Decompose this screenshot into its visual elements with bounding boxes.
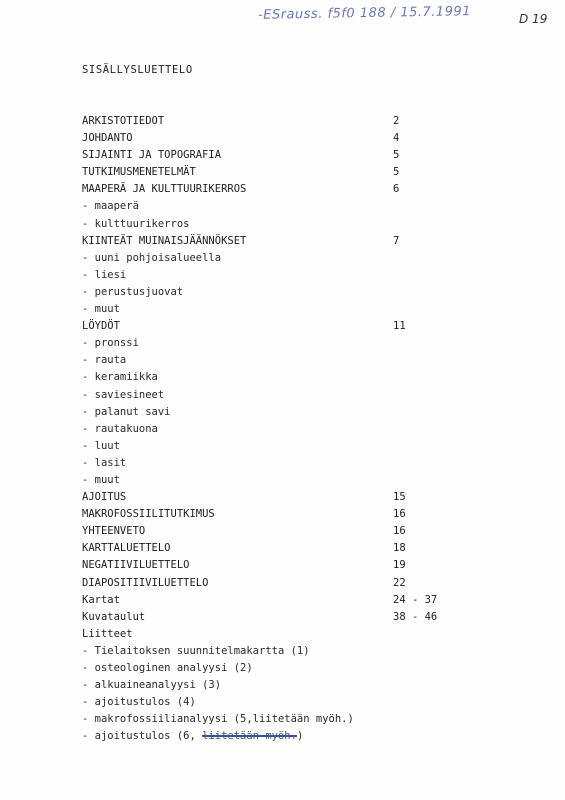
toc-label: TUTKIMUSMENETELMÄT — [82, 166, 196, 179]
toc-item — [82, 164, 482, 181]
toc-label: - uuni pohjoisalueella — [82, 251, 222, 264]
toc-label: SIJAINTI JA TOPOGRAFIA — [82, 149, 222, 162]
toc-label: - palanut savi — [82, 405, 171, 418]
toc-page-number: 6 — [393, 183, 400, 196]
toc-label: YHTEENVETO — [82, 525, 146, 538]
toc-item — [82, 557, 482, 574]
toc-label — [82, 728, 303, 745]
toc-label: - liesi — [82, 268, 127, 281]
toc-subitem — [82, 472, 482, 489]
toc-subitem — [82, 421, 482, 438]
toc-subitem — [82, 352, 482, 369]
toc-label: - kulttuurikerros — [82, 217, 190, 230]
toc-label-suffix: ) — [296, 730, 304, 743]
toc-label: - pronssi — [82, 337, 139, 350]
toc-label: JOHDANTO — [82, 132, 133, 145]
toc-label: - saviesineet — [82, 388, 165, 401]
toc-label: - keramiikka — [82, 371, 158, 384]
toc-item — [82, 147, 482, 164]
toc-item — [82, 506, 482, 523]
toc-page-number: 2 — [393, 115, 400, 127]
toc-subitem — [82, 301, 482, 318]
toc-page-number: 15 — [393, 491, 406, 504]
toc-item — [82, 575, 482, 592]
toc-page-number: 22 — [393, 576, 406, 589]
toc-subitem — [82, 677, 482, 694]
toc-item — [82, 489, 482, 506]
toc-page-number: 18 — [393, 542, 406, 555]
toc-item — [82, 540, 482, 557]
toc-subitem — [82, 335, 482, 352]
toc-subitem — [82, 216, 482, 233]
toc-subitem — [82, 438, 482, 455]
toc-label-prefix: - ajoitustulos (6, — [82, 730, 203, 743]
toc-page-number: 5 — [393, 149, 400, 162]
toc-label: - rautakuona — [82, 422, 158, 435]
page-title: SISÄLLYSLUETTELO — [82, 64, 193, 76]
toc-subitem — [82, 284, 482, 301]
toc-subitem — [82, 694, 482, 711]
toc-label: - muut — [82, 303, 120, 316]
toc-subitem — [82, 250, 482, 267]
toc-item — [82, 626, 482, 643]
toc-subitem — [82, 455, 482, 472]
toc-label: DIAPOSITIIVILUETTELO — [82, 576, 209, 589]
toc-item — [82, 592, 482, 609]
toc-subitem — [82, 404, 482, 421]
toc-label: Liitteet — [82, 627, 133, 640]
toc-label: LÖYDÖT — [82, 320, 120, 333]
toc-label: - ajoitustulos (4) — [82, 696, 196, 709]
handwritten-corner-mark: D 19 — [519, 12, 548, 26]
toc-item — [82, 318, 482, 335]
toc-page-number: 5 — [393, 166, 400, 179]
toc-label: - muut — [82, 473, 120, 486]
toc-subitem — [82, 369, 482, 386]
toc-item — [82, 181, 482, 198]
table-of-contents — [82, 113, 482, 745]
toc-label: AJOITUS — [82, 491, 127, 504]
toc-subitem — [82, 711, 482, 728]
struck-through-text: liitetään myöh. — [202, 730, 297, 743]
toc-page-number: 11 — [393, 320, 406, 333]
toc-label: - perustusjuovat — [82, 285, 184, 298]
toc-page-number: 7 — [393, 234, 400, 247]
toc-label: - maaperä — [82, 200, 139, 213]
toc-page-number: 24 - 37 — [393, 593, 438, 606]
toc-item — [82, 130, 482, 147]
toc-label: - rauta — [82, 354, 127, 367]
toc-item — [82, 233, 482, 250]
toc-subitem — [82, 728, 482, 745]
toc-subitem — [82, 387, 482, 404]
toc-label: - luut — [82, 439, 120, 452]
toc-label: KIINTEÄT MUINAISJÄÄNNÖKSET — [82, 234, 247, 247]
toc-subitem — [82, 643, 482, 660]
toc-page-number: 4 — [393, 132, 400, 145]
handwritten-archive-note: -ESrauss. f5f0 188 / 15.7.1991 — [257, 4, 472, 23]
toc-page-number: 38 - 46 — [393, 610, 438, 623]
toc-label: MAAPERÄ JA KULTTUURIKERROS — [82, 183, 247, 196]
toc-subitem — [82, 660, 482, 677]
toc-label: KARTTALUETTELO — [82, 542, 171, 555]
toc-label: - osteologinen analyysi (2) — [82, 662, 253, 674]
toc-page-number: 19 — [393, 559, 406, 572]
toc-label: - alkuaineanalyysi (3) — [82, 679, 222, 692]
toc-label: ARKISTOTIEDOT — [82, 115, 165, 127]
toc-label: - makrofossiilianalyysi (5,liitetään myöh.) — [82, 713, 354, 726]
toc-item — [82, 523, 482, 540]
toc-label: NEGATIIVILUETTELO — [82, 559, 190, 572]
toc-item — [82, 113, 482, 130]
toc-subitem — [82, 198, 482, 215]
toc-page-number: 16 — [393, 508, 406, 521]
toc-page-number: 16 — [393, 525, 406, 538]
toc-label: Kartat — [82, 593, 120, 606]
toc-label: - Tielaitoksen suunnitelmakartta (1) — [82, 644, 310, 657]
toc-item — [82, 609, 482, 626]
toc-label: MAKROFOSSIILITUTKIMUS — [82, 508, 215, 521]
toc-subitem — [82, 267, 482, 284]
toc-label: - lasit — [82, 456, 127, 469]
toc-label: Kuvataulut — [82, 610, 146, 623]
